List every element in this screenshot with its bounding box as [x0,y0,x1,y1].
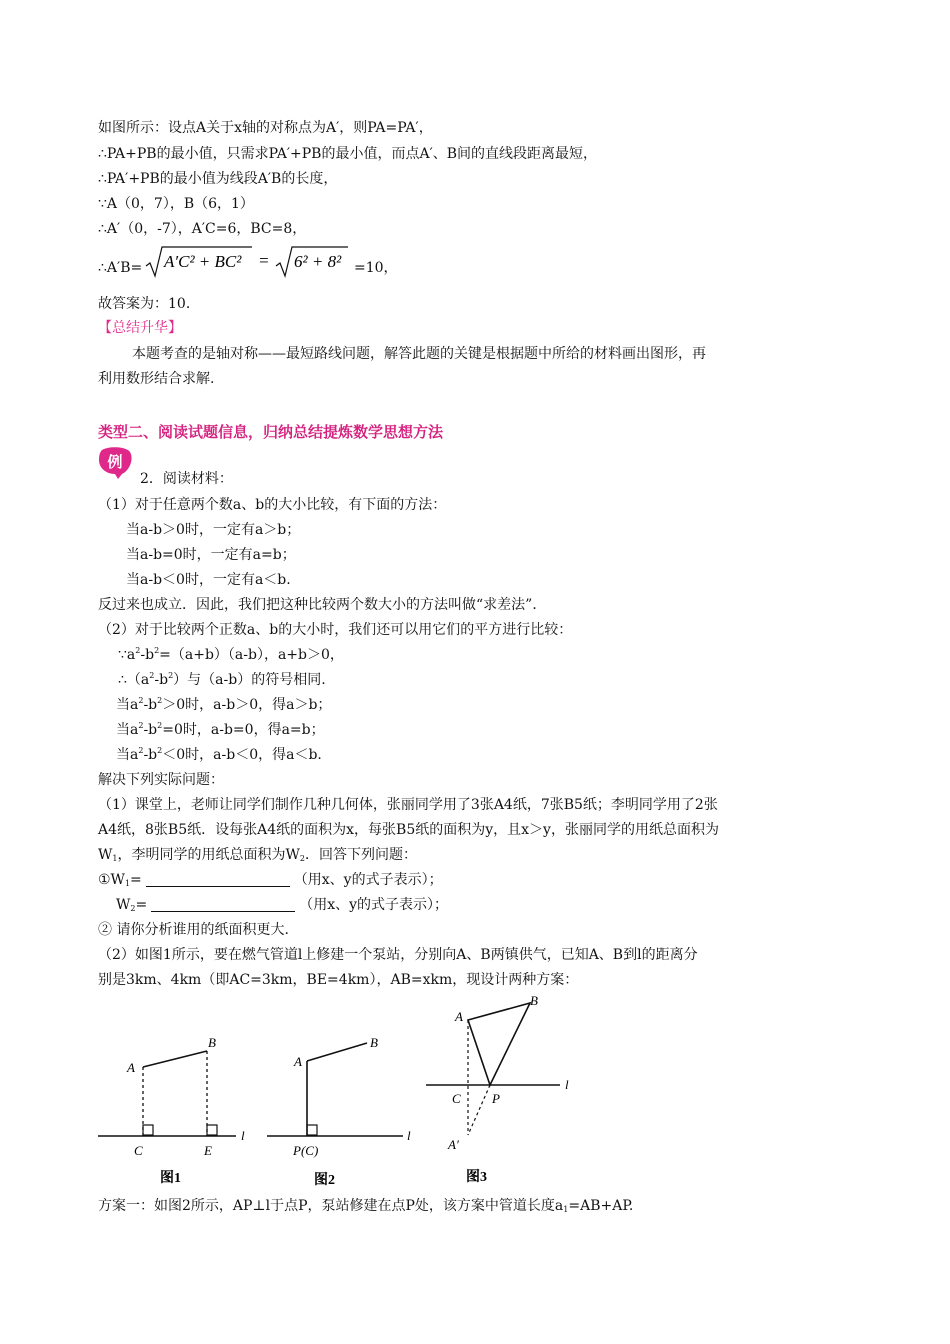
fig1-right-angle-c [143,1125,153,1135]
fig1-segment-ab [143,1051,207,1067]
answer-line: 故答案为：10． [98,296,200,312]
material-3e: 当$a^2-b^2<0$时，a-b＜0，得a＜b. [116,746,322,763]
question-compare: ② 请你分析谁用的纸面积更大. [98,922,289,938]
material-1b: 当a-b=0时，一定有a=b； [126,547,296,563]
summary-heading: 【总结升华】 [98,320,182,336]
plan-one: 方案一：如图2所示，AP⊥l于点P，泵站修建在点P处，该方案中管道长度$a_1=AB+AP$. [98,1198,634,1214]
solution-line-4: ∵A（0，7），B（6，1） [98,196,254,212]
solution-line-1: 如图所示：设点A关于x轴的对称点为A′，则PA=PA′， [98,120,433,136]
formula-prefix: ∴A′B= [98,260,143,276]
problem-1-line-3: $W_1$，李明同学的用纸总面积为$W_2$．回答下列问题： [98,847,417,863]
w1-answer-blank[interactable] [146,871,290,887]
material-3c: 当$a^2-b^2>0$时，a-b＞0，得a＞b； [116,696,332,713]
formula-suffix: =10， [354,260,398,276]
problem-2-line-2: 别是3km、4km（即AC=3km，BE=4km），AB=xkm，现设计两种方案： [98,972,579,988]
solve-heading: 解决下列实际问题： [98,772,224,788]
radicand-1: A′C² + BC² [164,252,242,271]
question-intro: 2．阅读材料： [140,471,233,487]
fig3-label-a-prime: A′ [448,1137,459,1152]
fig3-label-a: A [455,1009,463,1024]
fig3-label-b: B [530,993,538,1008]
fig2-segment-ab [307,1043,367,1061]
fig3-segment-pa2 [468,1085,490,1135]
material-1a: 当a-b＞0时，一定有a＞b； [126,522,301,538]
section-title: 类型二、阅读试题信息，归纳总结提炼数学思想方法 [98,423,444,441]
problem-2-line-1: （2）如图1所示，要在燃气管道l上修建一个泵站，分别向A、B两镇供气，已知A、B到l的距离分 [98,947,698,963]
fig3-caption: 图3 [466,1170,487,1185]
material-3a: $\because a^2-b^2=(a+b)(a-b)$，a+b＞0， [118,646,344,663]
equals-sign: = [258,251,270,270]
figure-2 [267,1035,411,1188]
solution-line-3: ∴PA′+PB的最小值为线段A′B的长度， [98,171,338,187]
figures-area [0,985,950,1195]
fig2-label-pc: P(C) [293,1143,319,1158]
solution-line-2: ∴PA+PB的最小值，只需求PA′+PB的最小值，而点A′、B间的直线段距离最短， [98,146,598,162]
fig2-caption: 图2 [314,1173,335,1188]
material-1c: 当a-b＜0时，一定有a＜b. [126,572,291,588]
material-3b: $\therefore(a^2-b^2)$与（a-b）的符号相同. [118,671,326,688]
fig1-label-c: C [134,1143,143,1158]
problem-1-line-2: A4纸，8张B5纸．设每张A4纸的面积为x，每张B5纸的面积为y，且x＞y，张丽同学的用纸总面积为 [98,822,719,838]
fig1-caption: 图1 [160,1171,181,1186]
badge-label: 例 [107,453,123,471]
fig1-label-a: A [127,1060,135,1075]
fig2-label-b: B [370,1035,378,1050]
fig2-right-angle-p [307,1125,317,1135]
material-3: （2）对于比较两个正数a、b的大小时，我们还可以用它们的平方进行比较： [98,622,573,638]
fig1-label-b: B [208,1035,216,1050]
w2-answer-blank[interactable] [151,896,295,912]
summary-para-1: 本题考查的是轴对称——最短路线问题，解答此题的关键是根据题中所给的材料画出图形，再 [132,346,706,362]
radicand-2: 6² + 8² [294,252,342,271]
material-3d: 当$a^2-b^2=0$时，a-b=0，得a=b； [116,721,325,738]
formula-radicals [144,244,356,280]
material-2: 反过来也成立．因此，我们把这种比较两个数大小的方法叫做“求差法”． [98,597,547,613]
solution-line-5: ∴A′（0，-7），A′C=6，BC=8， [98,221,307,237]
question-w1: $①W_1=$ （用x、y的式子表示）； [98,872,443,888]
fig1-right-angle-e [207,1125,217,1135]
figure-1 [98,1035,245,1186]
fig2-label-a: A [294,1054,302,1069]
fig3-label-l: l [565,1077,569,1092]
question-w2: $W_2=$ （用x、y的式子表示）； [116,897,449,913]
fig1-label-l: l [241,1128,245,1143]
figure-3 [426,993,569,1185]
material-1: （1）对于任意两个数a、b的大小比较，有下面的方法： [98,497,447,513]
problem-1-line-1: （1）课堂上，老师让同学们制作几种几何体，张丽同学用了3张A4纸，7张B5纸；李明同学用了2张 [98,797,718,813]
example-badge-icon [96,446,136,480]
fig1-label-e: E [204,1143,212,1158]
fig3-label-c: C [452,1091,461,1106]
summary-para-2: 利用数形结合求解. [98,371,215,387]
fig3-label-p: P [492,1091,500,1106]
fig2-label-l: l [407,1128,411,1143]
fig3-triangle-abp [468,1003,530,1085]
